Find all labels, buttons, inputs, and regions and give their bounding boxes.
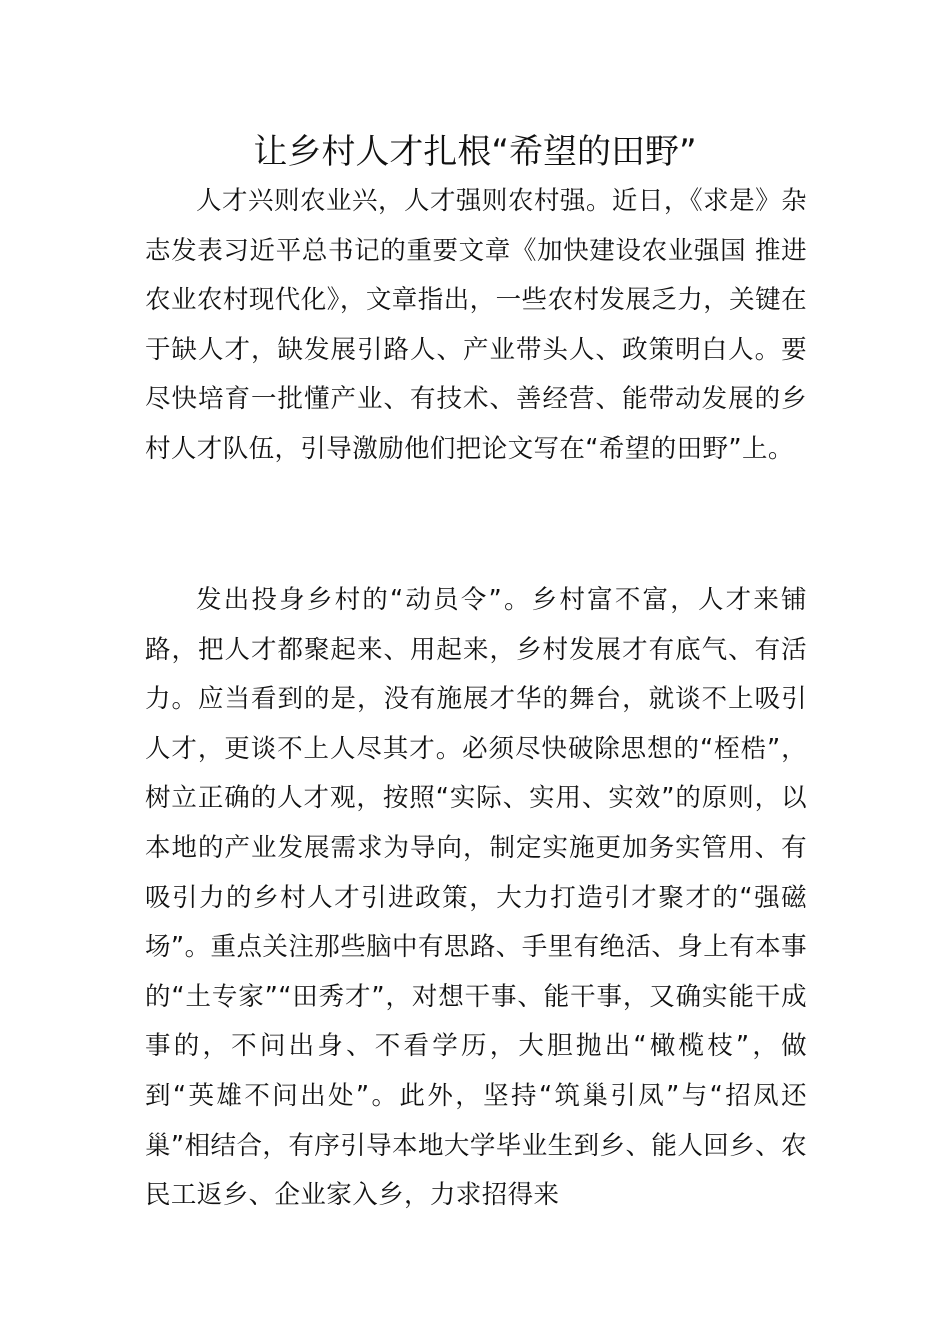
paragraph-1: 人才兴则农业兴，人才强则农村强。近日，《求是》杂志发表习近平总书记的重要文章《加快建设农业强国 推进农业农村现代化》，文章指出，一些农村发展乏力，关键在于缺人才，缺发展引路人、产业带头人、政策明白人。要尽快培育一批懂产业、有技术、善经营、能带动发展的乡村人才队伍，引导激励他们把论文写在“希望的田野”上。: [145, 186, 807, 464]
paragraph-2: 发出投身乡村的“动员令”。乡村富不富，人才来铺路，把人才都聚起来、用起来，乡村发展才有底气、有活力。应当看到的是，没有施展才华的舞台，就谈不上吸引人才，更谈不上人尽其才。必须尽快破除思想的“桎梏”，树立正确的人才观，按照“实际、实用、实效”的原则，以本地的产业发展需求为导向，制定实施更加务实管用、有吸引力的乡村人才引进政策，大力打造引才聚才的“强磁场”。重点关注那些脑中有思路、手里有绝活、身上有本事的“土专家”“田秀才”，对想干事、能干事，又确实能干成事的，不问出身、不看学历，大胆抛出“橄榄枝”，做到“英雄不问出处”。此外，坚持“筑巢引凤”与“招凤还巢”相结合，有序引导本地大学毕业生到乡、能人回乡、农民工返乡、企业家入乡，力求招得来: [145, 585, 807, 1211]
document-title: 让乡村人才扎根“希望的田野”: [253, 132, 697, 172]
